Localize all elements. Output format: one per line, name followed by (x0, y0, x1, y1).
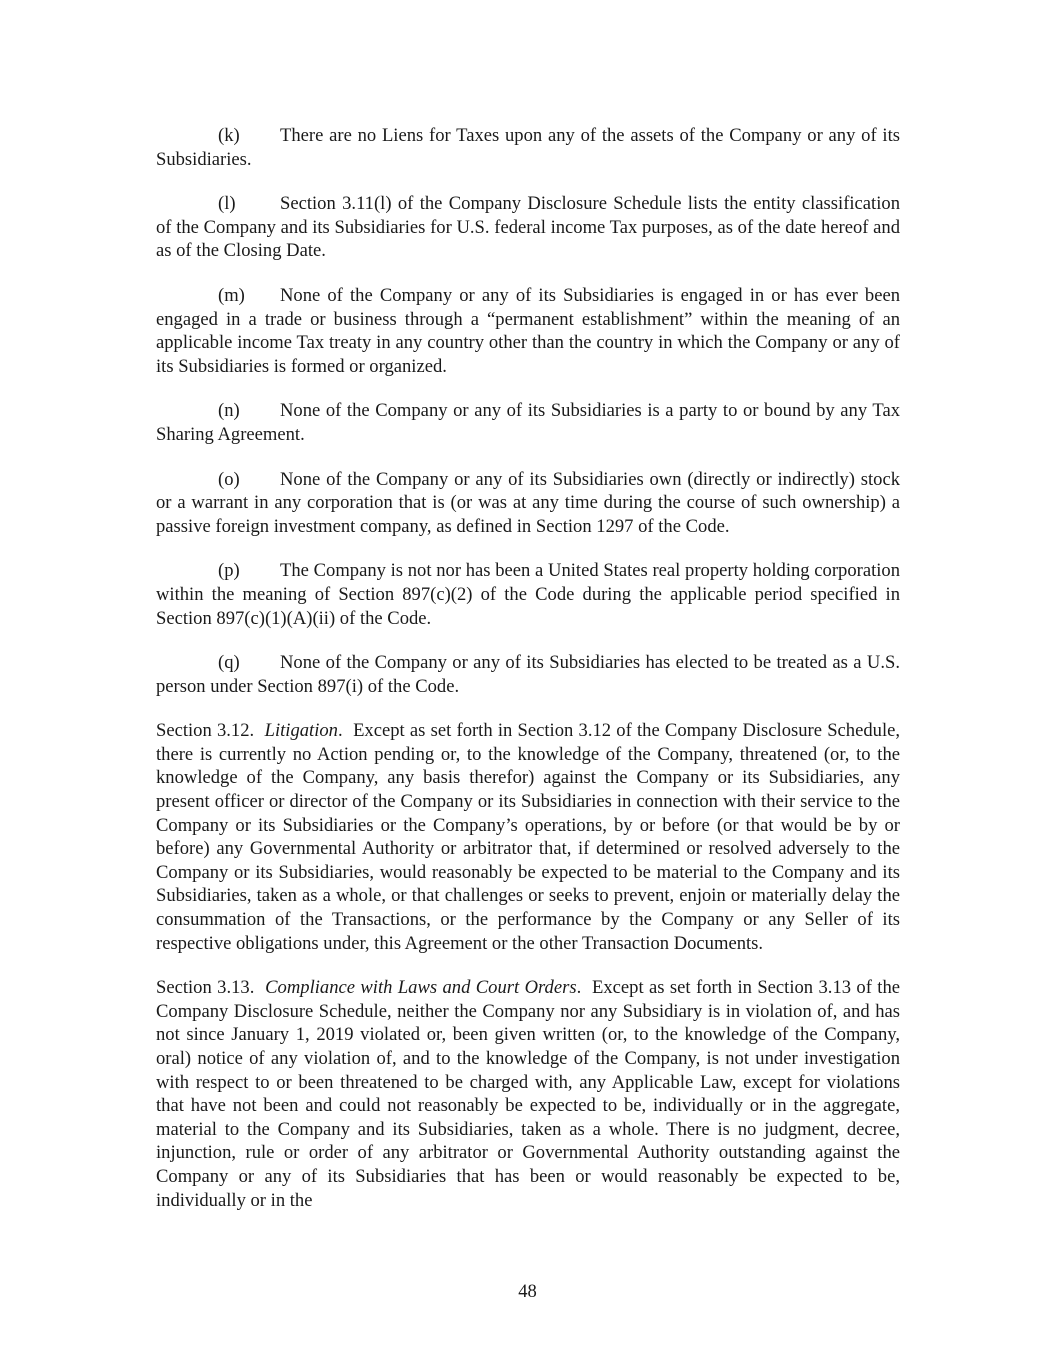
paragraph-text: None of the Company or any of its Subsidiaries own (directly or indirectly) stock or a warrant in any corporation that is (or was at any time during the course of such ownership) a passive foreign investment company, as defined in Section 1297 of the Code. (156, 468, 900, 537)
paragraph-label: (o) (218, 468, 240, 490)
section-3-12-litigation: Section 3.12. Litigation. Except as set forth in Section 3.12 of the Company Disclosure Schedule, there is currently no Action pending or, to the knowledge of the Company, threatened (or, to the knowledge of the Company, any basis therefor) against the Company or its Subsidiaries, any present officer or director of the Company or its Subsidiaries in connection with their service to the Company or its Subsidiaries or the Company’s operations, by or before (or that would be by or before) any Governmental Authority or arbitrator that, if determined or resolved adversely to the Company or its Subsidiaries, would reasonably be expected to be material to the Company and its Subsidiaries, taken as a whole, or that challenges or seeks to prevent, enjoin or materially delay the consummation of the Transactions, or the performance by the Company or any Seller of its respective obligations under, this Agreement or the other Transaction Documents. (156, 720, 901, 954)
paragraph-label: (m) (218, 284, 245, 306)
section-heading: Compliance with Laws and Court Orders (265, 977, 577, 999)
paragraph-p (156, 559, 900, 630)
section-number: Section 3.12. (156, 720, 255, 742)
paragraph-label: (n) (218, 400, 240, 422)
paragraph-text: None of the Company or any of its Subsidiaries is engaged in or has ever been engaged in a trade or business through a “permanent establishment” within the meaning of an applicable income Tax treaty in any country other than the country in which the Company or any of its Subsidiaries is formed or organized. (156, 284, 900, 377)
section-3-13-compliance: Section 3.13. Compliance with Laws and Court Orders. Except as set forth in Section 3.13 of the Company Disclosure Schedule, neither the Company nor any Subsidiary is in violation of, and has not since January 1, 2019 violated or, been given written (or, to the knowledge of the Company, oral) notice of any violation of, and to the knowledge of the Company, is not under investigation with respect to or been threatened to be charged with, any Applicable Law, except for violations that have not been and could not reasonably be expected to be, individually or in the aggregate, material to the Company and its Subsidiaries, taken as a whole. There is no judgment, decree, injunction, rule or order of any arbitrator or Governmental Authority outstanding against the Company or any of its Subsidiaries that has been or would reasonably be expected to be, individually or in the (156, 977, 901, 1211)
document-body (156, 124, 900, 1233)
paragraph-text: Section 3.11(l) of the Company Disclosure Schedule lists the entity classification of the Company and its Subsidiaries for U.S. federal income Tax purposes, as of the date hereof and as of the Closing Date. (156, 193, 900, 262)
paragraph-text: None of the Company or any of its Subsidiaries has elected to be treated as a U.S. person under Section 897(i) of the Code. (156, 652, 900, 697)
section-heading: Litigation (264, 720, 338, 742)
paragraph-label: (k) (218, 125, 240, 146)
paragraph-text: None of the Company or any of its Subsidiaries is a party to or bound by any Tax Sharing Agreement. (156, 400, 900, 445)
page-number: 48 (518, 1281, 537, 1302)
paragraph-n (156, 399, 900, 446)
paragraph-label: (p) (218, 560, 240, 582)
section-number: Section 3.13. (156, 977, 255, 999)
paragraph-o (156, 468, 900, 539)
paragraph-k (156, 124, 900, 171)
paragraph-l (156, 192, 900, 263)
paragraph-m (156, 284, 900, 378)
paragraph-text: There are no Liens for Taxes upon any of the assets of the Company or any of its Subsidiaries. (156, 125, 900, 170)
paragraph-text: The Company is not nor has been a United States real property holding corporation within the meaning of Section 897(c)(2) of the Code during the applicable period specified in Section 897(c)(1)(A)(ii) of the Code. (156, 560, 900, 629)
paragraph-label: (l) (218, 193, 236, 215)
paragraph-label: (q) (218, 652, 240, 674)
paragraph-q (156, 651, 900, 698)
section-text: Except as set forth in Section 3.12 of the Company Disclosure Schedule, there is currently no Action pending or, to the knowledge of the Company, threatened (or, to the knowledge of the Company, any basis therefor) against the Company or its Subsidiaries, any present officer or director of the Company or its Subsidiaries in connection with their service to the Company or its Subsidiaries or the Company’s operations, by or before (or that would be by or before) any Governmental Authority or arbitrator that, if determined or resolved adversely to the Company or its Subsidiaries, would reasonably be expected to be material to the Company and its Subsidiaries, taken as a whole, or that challenges or seeks to prevent, enjoin or materially delay the consummation of the Transactions, or the performance by the Company or any Seller of its respective obligations under, this Agreement or the other Transaction Documents. (156, 720, 901, 954)
section-text: Except as set forth in Section 3.13 of the Company Disclosure Schedule, neither the Company nor any Subsidiary is in violation of, and has not since January 1, 2019 violated or, been given written (or, to the knowledge of the Company, oral) notice of any violation of, and to the knowledge of the Company, is not under investigation with respect to or been threatened to be charged with, any Applicable Law, except for violations that have not been and could not reasonably be expected to be, individually or in the aggregate, material to the Company and its Subsidiaries, taken as a whole. There is no judgment, decree, injunction, rule or order of any arbitrator or Governmental Authority outstanding against the Company or any of its Subsidiaries that has been or would reasonably be expected to be, individually or in the (156, 977, 901, 1211)
